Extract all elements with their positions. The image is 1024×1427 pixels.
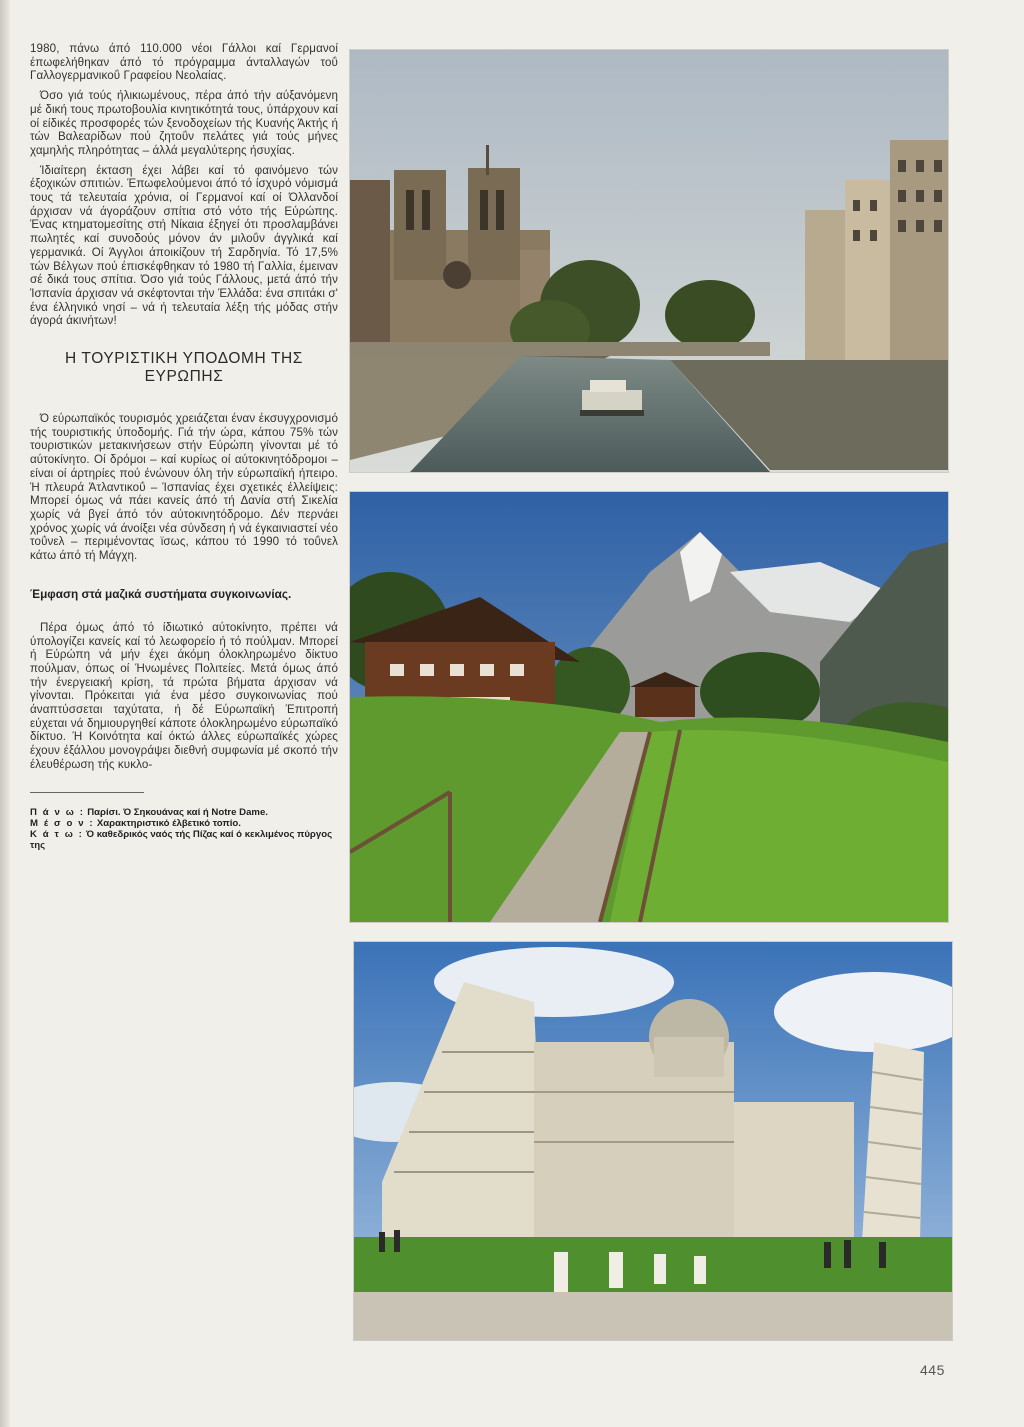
caption-bottom: Κ ά τ ω : Ό καθεδρικός ναός τής Πίζας καί ό κεκλιμένος πύργος της xyxy=(30,828,333,851)
photo-swiss-landscape xyxy=(350,492,948,922)
subheading-mass-transit: Έμφαση στά μαζικά συστήματα συγκοινωνίας. xyxy=(30,586,292,601)
page-number: 445 xyxy=(920,1362,945,1378)
photo-pisa-cathedral xyxy=(354,942,952,1340)
paragraph-youth-exchange: 1980, πάνω άπό 110.000 νέοι Γάλλοι καί Γερμανοί έπωφελήθηκαν άπό τό πρόγραμμα άνταλλαγών τοΰ Γαλλογερμανικοΰ Γραφείου Νεολαίας. xyxy=(30,42,338,83)
paragraph-holiday-homes: Ίδιαίτερη έκταση έχει λάβει καί τό φαινόμενο τών έξοχικών σπιτιών. Έπωφελούμενοι άπό τό ίσχυρό νόμισμά τους τά τελευταία χρόνια, οί Γερμανοί καί οί Όλλανδοί άρχισαν νά άγοράζουν σπίτια στό νότο τής Εύρώπης. Ένας κτηματομεσίτης στή Νίκαια έξηγεί ότι προσλαμβάνει πωλητές καί συνοδούς μόνον άν μιλοΰν άγγλικά καί γερμανικά. Οί Άγγλοι άποικίζουν τή Σαρδηνία. Τό 17,5% τών Βέλγων πού έπισκέφθηκαν τό 1980 τή Γαλλία, έμειναν σέ δικά τους σπίτια. Όσο γιά τούς Γάλλους, μετά άπό τήν Ίσπανία άρχισαν νά σκέφτονται τήν Έλλάδα: ένα σπιτάκι σ' ένα έλληνικό νησί – νά ή τελευταία λέξη τής μόδας στήν άγορά άκινήτων! xyxy=(30,163,338,328)
photo-captions xyxy=(30,807,338,851)
caption-middle: Μ έ σ ο ν : Χαρακτηριστικό έλβετικό τοπίο. xyxy=(30,817,241,829)
section-heading: Η ΤΟΥΡΙΣΤΙΚΗ ΥΠΟΔΟΜΗ ΤΗΣ ΕΥΡΩΠΗΣ xyxy=(65,350,303,386)
paragraph-coaches: Πέρα όμως άπό τό ίδιωτικό αύτοκίνητο, πρέπει νά ύπολογίζει κανείς καί τό λεωφορείο ή τό πούλμαν. Μπορεί ή Εύρώπη νά μήν έχει άκόμη όλοκληρωμένο δίκτυο πούλμαν, όπως οί Ήνωμένες Πολιτείες. Μετά όμως άπό τήν ένεργειακή κρίση, τά πρώτα βήματα άρχισαν νά γίνονται. Πρόκειται γιά ένα μέσο συγκοινωνίας πού άναπτύσσεται ταχύτατα, ή δέ Εύρωπαϊκή Έπιτροπή εύχεται νά δημιουργηθεί κάποτε όλοκληρωμένο εύρωπαϊκό δίκτυο. Ή Κοινότητα καί όκτώ άλλες εύρωπαϊκές χώρες έχουν έξάλλου μονογράψει διεθνή συμφωνία μέ σκοπό τήν έλευθέρωση τής κυκλο- xyxy=(30,620,338,771)
paragraph-infrastructure: Ό εύρωπαϊκός τουρισμός χρειάζεται έναν έκσυγχρονισμό τής τουριστικής ύποδομής. Γιά τήν ώρα, κάπου 75% τών τουριστικών μετακινήσεων στήν Εύρώπη γίνονται μέ τό αύτοκίνητο. Οί δρόμοι – καί κυρίως οί αύτοκινητόδρομοι – είναι οί άρτηρίες πού ένώνουν όλη τήν εύρωπαϊκή ήπειρο. Ή πλευρά Άτλαντικοΰ – Ίσπανίας έχει σχετικές έλλείψεις: Μπορεί όμως νά πάει κανείς άπό τή Δανία στή Σικελία χωρίς νά βγεί άπό τόν αύτοκινητόδρομο. Δέν περνάει χρόνος χωρίς νά άνοίξει νέα σύνδεση ή νά έγκαινιαστεί νέο τοΰνελ – περιμένοντας ϊσως, κάπου τό 1990 τό τοΰνελ κάτω άπό τή Μάγχη. xyxy=(30,412,338,563)
paragraph-elderly: Όσο γιά τούς ήλικιωμένους, πέρα άπό τήν αύξανόμενη μέ δική τους πρωτοβουλία κινητικότητά τους, ύπάρχουν καί οί είδικές προσφορές τών ξενοδοχείων τής Κυανής Άκτής ή τών Βαλεαρίδων πού ζητοΰν πελάτες γιά τούς μήνες χαμηλής πληρότητας – άλλά μεγαλύτερης ήσυχίας. xyxy=(30,89,338,157)
page-binding-edge xyxy=(0,0,10,1427)
text-column xyxy=(30,42,338,851)
caption-top: Π ά ν ω : Παρίσι. Ό Σηκουάνας καί ή Notre Dame. xyxy=(30,806,268,818)
caption-divider xyxy=(30,792,144,793)
photo-paris-notre-dame xyxy=(350,50,948,472)
